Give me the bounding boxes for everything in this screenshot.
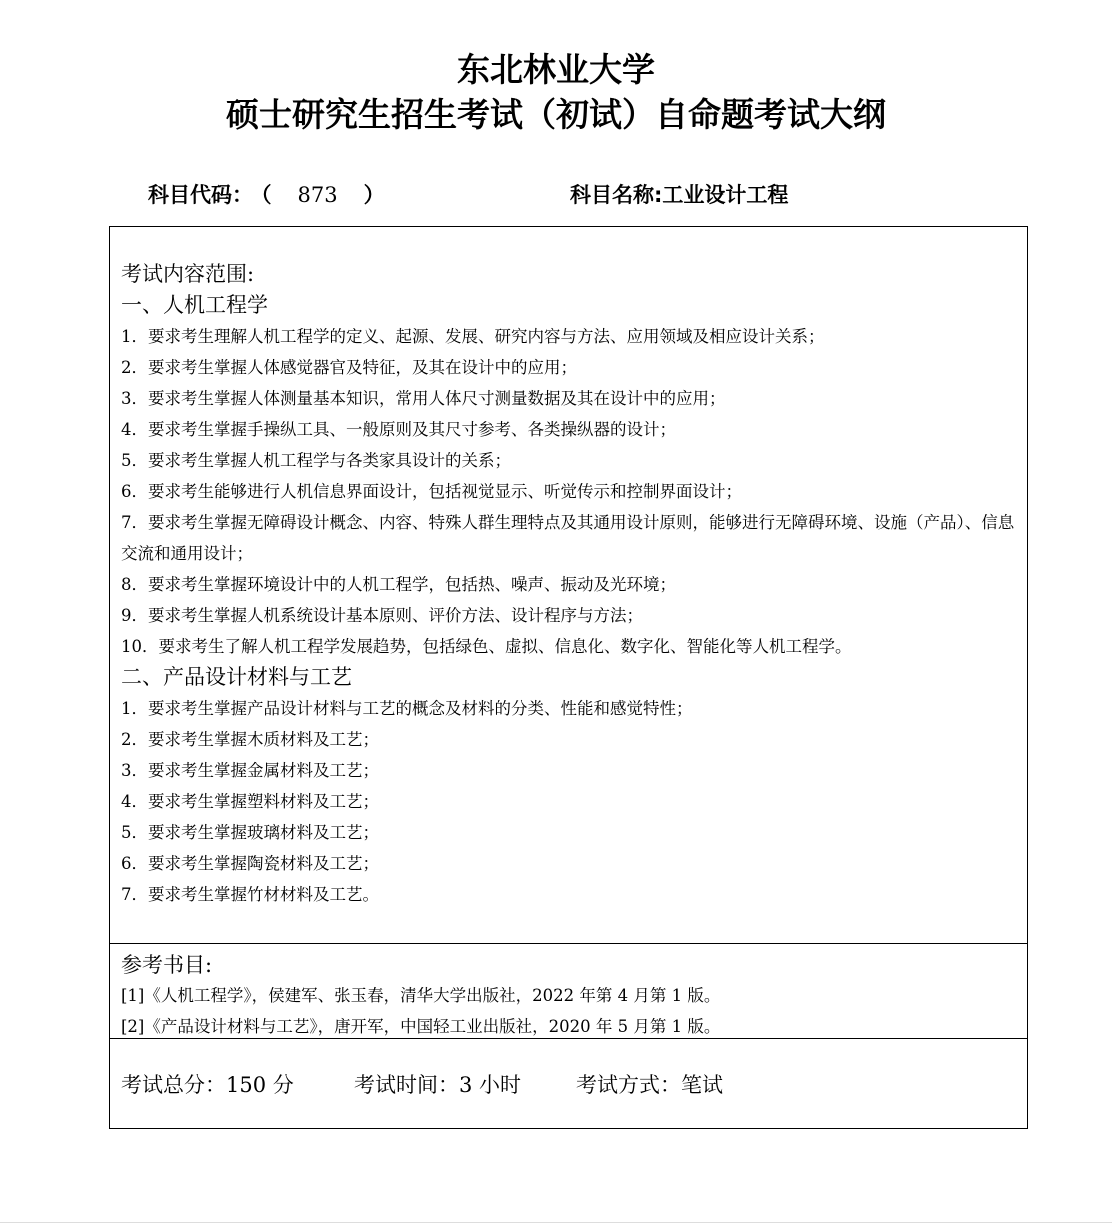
exam-method: 考试方式：笔试 (576, 1073, 723, 1097)
section2-item: 1．要求考生掌握产品设计材料与工艺的概念及材料的分类、性能和感觉特性； (121, 699, 693, 718)
subject-name (570, 180, 788, 210)
document-title: 硕士研究生招生考试（初试）自命题考试大纲 (226, 95, 886, 134)
subject-code-label: 科目代码： (148, 183, 253, 207)
section1-item: 8．要求考生掌握环境设计中的人机工程学，包括热、噪声、振动及光环境； (121, 575, 676, 594)
section2-item: 6．要求考生掌握陶瓷材料及工艺； (121, 854, 379, 873)
section2-title: 二、产品设计材料与工艺 (121, 665, 352, 689)
references-label: 参考书目: (121, 953, 213, 977)
section1-item: 1．要求考生理解人机工程学的定义、起源、发展、研究内容与方法、应用领域及相应设计关系； (121, 327, 825, 346)
section1-item: 4．要求考生掌握手操纵工具、一般原则及其尺寸参考、各类操纵器的设计； (121, 420, 676, 439)
section2-item: 4．要求考生掌握塑料材料及工艺； (121, 792, 379, 811)
subject-code-paren-close: ） (363, 183, 385, 207)
references-section (110, 945, 1027, 1039)
university-name: 东北林业大学 (457, 50, 655, 89)
section1-item: 7．要求考生掌握无障碍设计概念、内容、特殊人群生理特点及其通用设计原则，能够进行无障碍环境、设施（产品）、信息交流和通用设计； (121, 513, 1015, 563)
subject-code-paren-open: （ (261, 183, 272, 207)
subject-name-value: 工业设计工程 (662, 183, 789, 207)
subject-code-value: 873 (297, 183, 338, 207)
section1-item: 2．要求考生掌握人体感觉器官及特征，及其在设计中的应用； (121, 358, 577, 377)
section1-item: 3．要求考生掌握人体测量基本知识，常用人体尺寸测量数据及其在设计中的应用； (121, 389, 726, 408)
section2-item: 5．要求考生掌握玻璃材料及工艺； (121, 823, 379, 842)
section1-title: 一、人机工程学 (121, 293, 268, 317)
reference-item: [1]《人机工程学》，侯建军、张玉春，清华大学出版社，2022 年第 4 月第 1 版。 (121, 986, 721, 1005)
subject-code (148, 180, 385, 210)
section1-item: 6．要求考生能够进行人机信息界面设计，包括视觉显示、听觉传示和控制界面设计； (121, 482, 742, 501)
section1-item: 5．要求考生掌握人机工程学与各类家具设计的关系； (121, 451, 511, 470)
exam-total-score: 考试总分：150 分 (121, 1073, 294, 1097)
subject-name-label: 科目名称: (570, 183, 663, 207)
content-range-label: 考试内容范围: (121, 262, 255, 286)
section1-item: 10．要求考生了解人机工程学发展趋势，包括绿色、虚拟、信息化、数字化、智能化等人机工程学。 (121, 637, 852, 656)
page-bottom-divider (0, 1222, 1112, 1223)
exam-content-section (110, 227, 1027, 944)
syllabus-table (109, 226, 1028, 1129)
exam-duration: 考试时间：3 小时 (354, 1073, 522, 1097)
section2-item: 3．要求考生掌握金属材料及工艺； (121, 761, 379, 780)
section1-item: 9．要求考生掌握人机系统设计基本原则、评价方法、设计程序与方法； (121, 606, 643, 625)
reference-item: [2]《产品设计材料与工艺》，唐开军，中国轻工业出版社，2020 年 5 月第 1 版。 (121, 1017, 721, 1036)
section2-item: 2．要求考生掌握木质材料及工艺； (121, 730, 379, 749)
exam-info-section (110, 1040, 1027, 1128)
section2-item: 7．要求考生掌握竹材材料及工艺。 (121, 885, 379, 904)
